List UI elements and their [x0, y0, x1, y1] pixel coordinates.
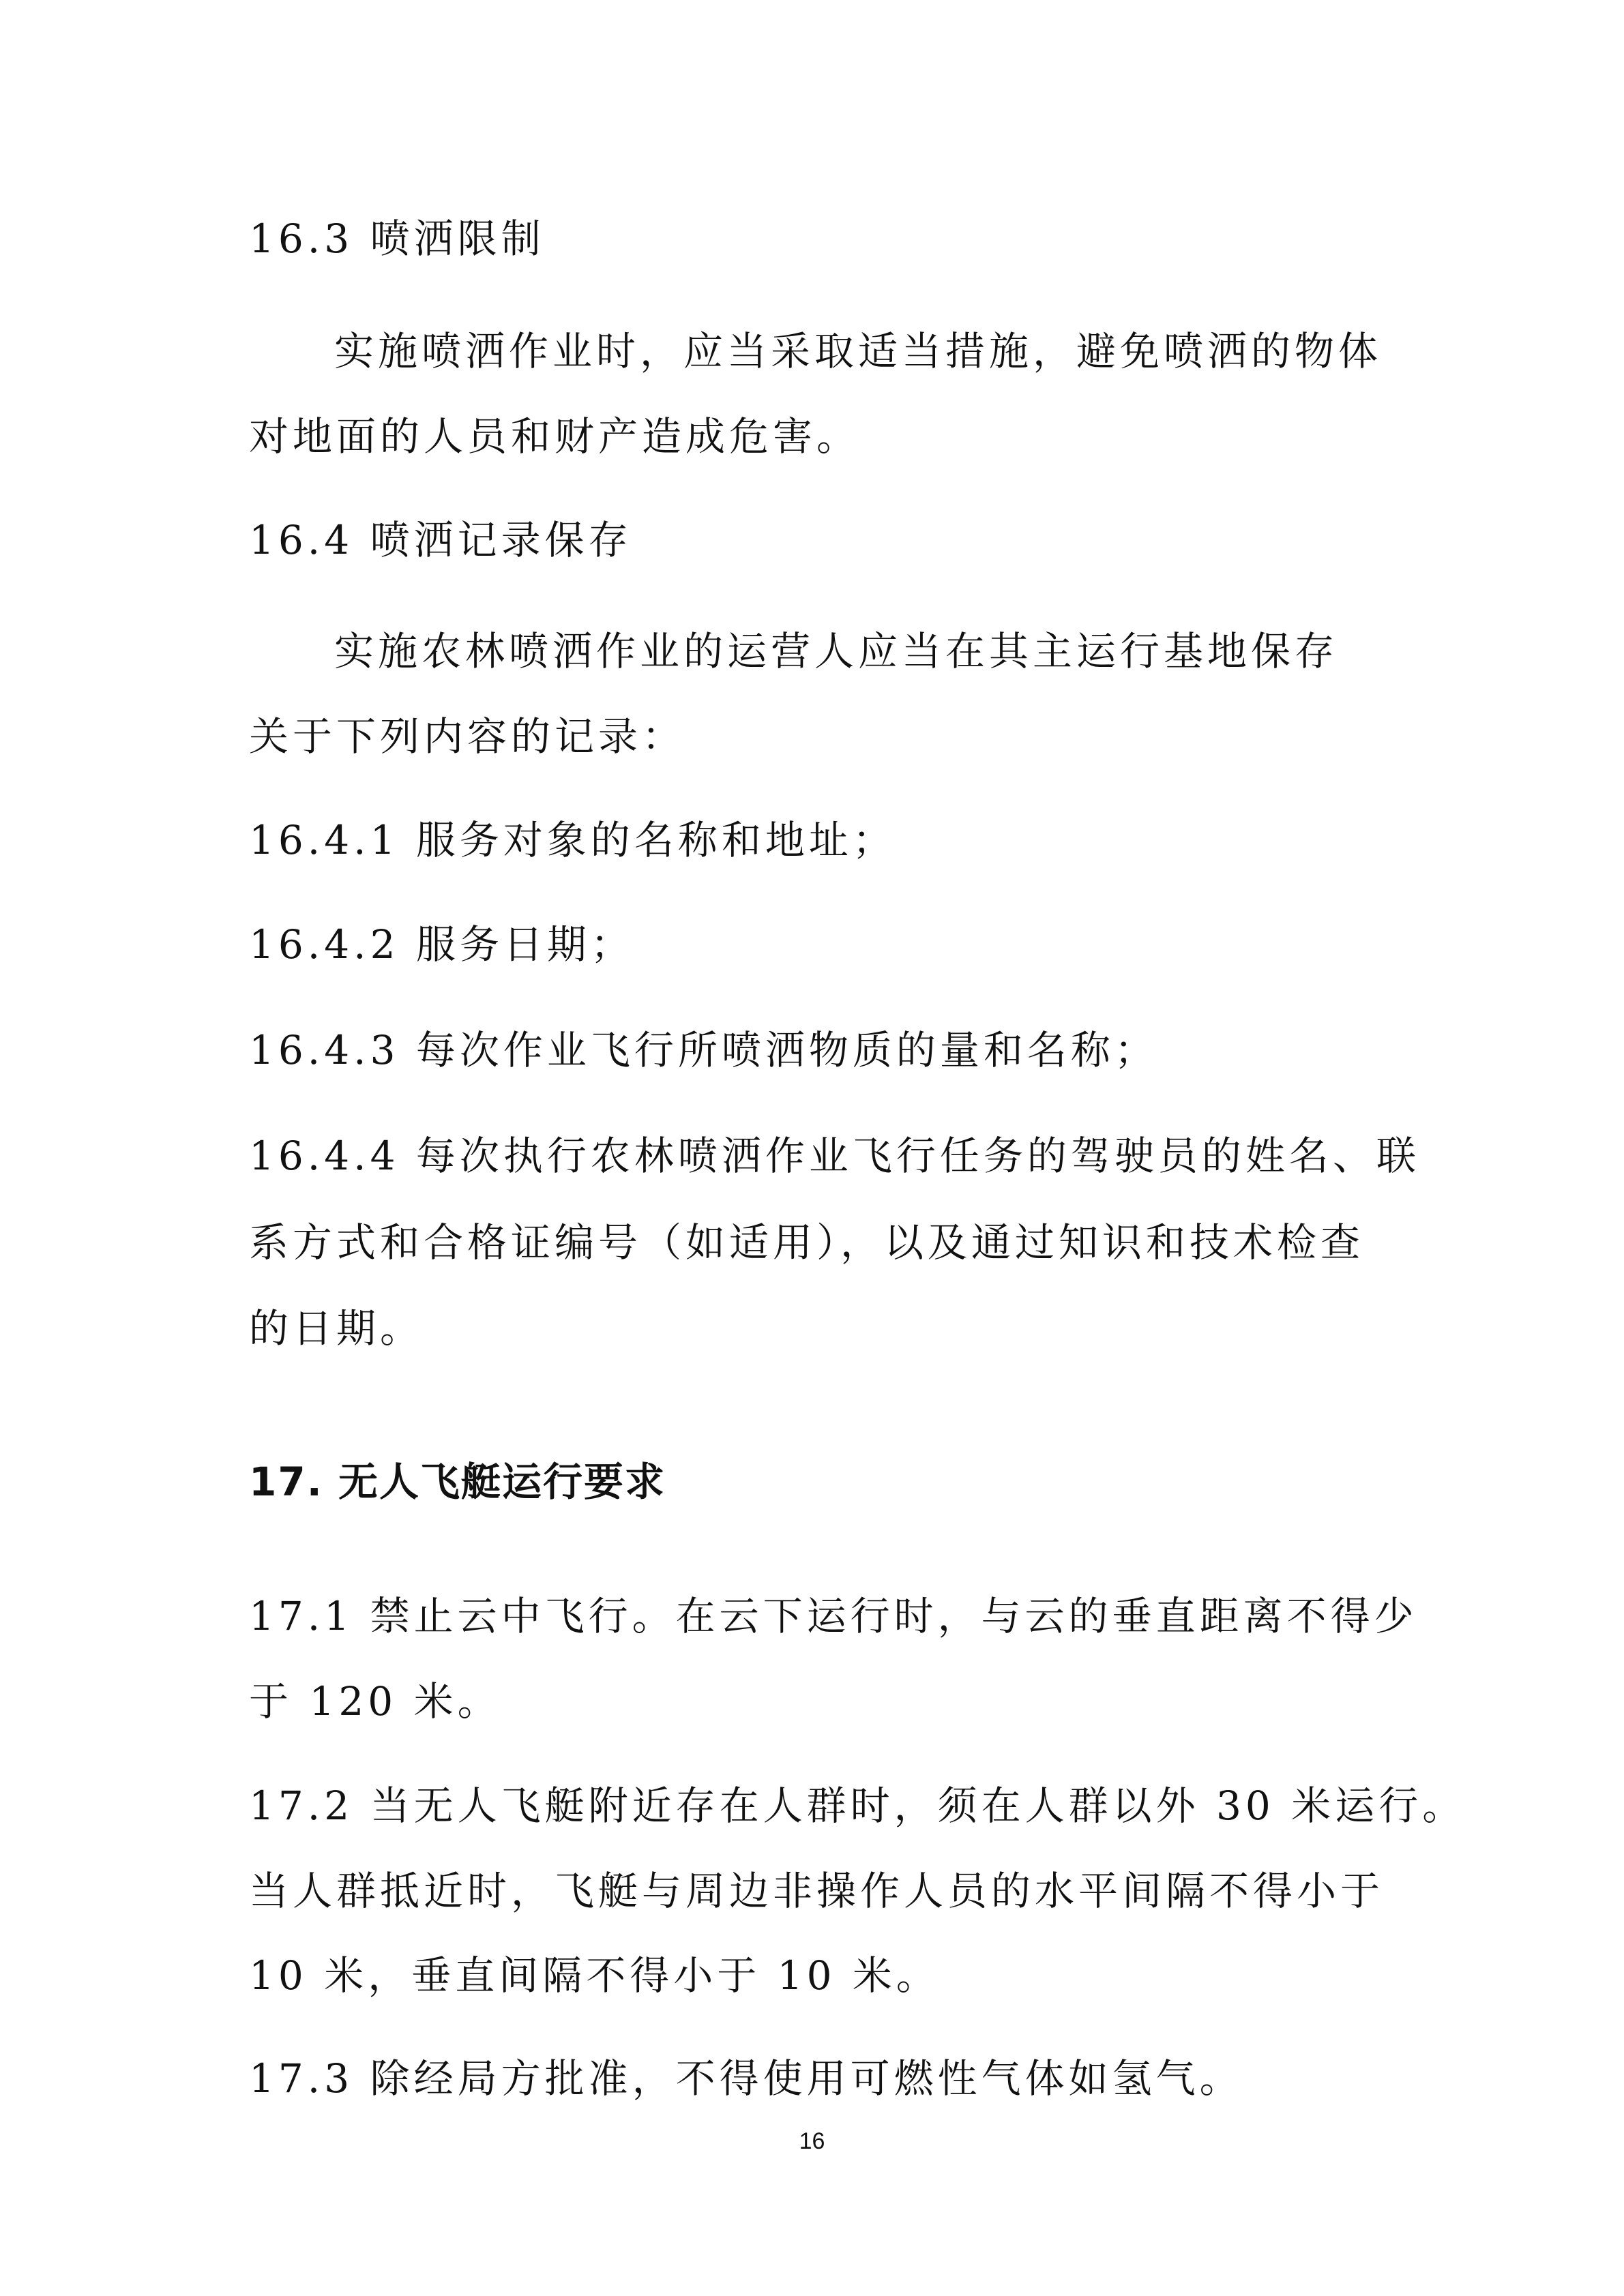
list-item-17-2-line-3: 10 米，垂直间隔不得小于 10 米。 [249, 1952, 940, 1999]
section-16-3-paragraph-line-1: 实施喷洒作业时，应当采取适当措施，避免喷洒的物体 [334, 328, 1383, 374]
section-16-4-title: 16.4 喷洒记录保存 [249, 517, 632, 563]
list-item-16-4-3: 16.4.3 每次作业飞行所喷洒物质的量和名称； [249, 1027, 1158, 1073]
section-16-4-paragraph-line-2: 关于下列内容的记录： [249, 713, 686, 760]
section-17-heading: 17. 无人飞艇运行要求 [249, 1459, 666, 1505]
list-item-17-1-line-1: 17.1 禁止云中飞行。在云下运行时，与云的垂直距离不得少 [249, 1593, 1418, 1639]
list-item-16-4-4-line-2: 系方式和合格证编号（如适用），以及通过知识和技术检查 [249, 1219, 1365, 1266]
list-item-16-4-2: 16.4.2 服务日期； [249, 921, 634, 968]
list-item-17-2-line-1: 17.2 当无人飞艇附近存在人群时，须在人群以外 30 米运行。 [249, 1783, 1466, 1829]
section-16-3-paragraph-line-2: 对地面的人员和财产造成危害。 [249, 413, 861, 460]
list-item-17-1-line-2: 于 120 米。 [249, 1678, 501, 1725]
list-item-17-2-line-2: 当人群抵近时，飞艇与周边非操作人员的水平间隔不得小于 [249, 1868, 1385, 1914]
list-item-16-4-4-line-3: 的日期。 [249, 1305, 424, 1352]
list-item-16-4-1: 16.4.1 服务对象的名称和地址； [249, 817, 896, 863]
list-item-17-3: 17.3 除经局方批准，不得使用可燃性气体如氢气。 [249, 2055, 1243, 2102]
list-item-16-4-4-line-1: 16.4.4 每次执行农林喷洒作业飞行任务的驾驶员的姓名、联 [249, 1133, 1420, 1179]
section-16-3-title: 16.3 喷洒限制 [249, 215, 545, 262]
section-16-4-paragraph-line-1: 实施农林喷洒作业的运营人应当在其主运行基地保存 [334, 628, 1339, 674]
page-number: 16 [799, 2128, 825, 2154]
